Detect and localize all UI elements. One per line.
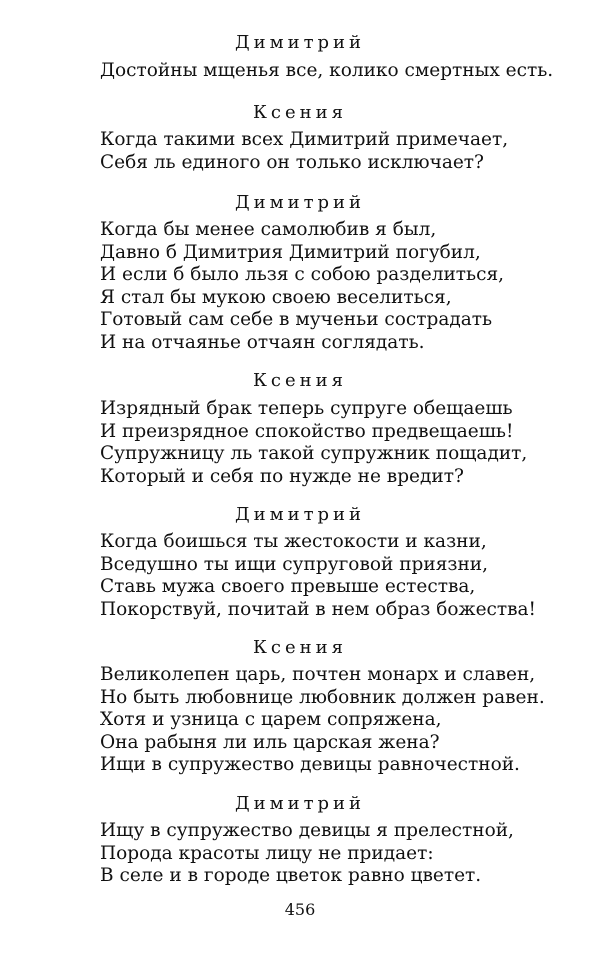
verse-line: Достойны мщенья все, колико смертных есть.: [100, 60, 554, 81]
verse-line: Супружницу ль такой супружник пощадит,: [100, 443, 528, 465]
speaker-heading: Димитрий: [234, 793, 366, 814]
verse-line: Великолепен царь, почтен монарх и славен,: [100, 664, 536, 685]
speaker-heading: Ксения: [252, 102, 347, 123]
verse-line: И на отчаянье отчаян соглядать.: [100, 331, 425, 353]
verse-line: И преизрядное спокойство предвещаешь!: [100, 420, 514, 442]
verse-line: Готовый сам себе в мученьи сострадать: [100, 309, 493, 331]
verse-line: Изрядный брак теперь супруге обещаешь: [100, 398, 513, 419]
verse-line: Когда такими всех Димитрий примечает,: [100, 129, 509, 150]
verse-line: Хотя и узница с царем сопряжена,: [100, 709, 442, 731]
verse-line: Ищу в супружество девицы я прелестной,: [100, 820, 514, 841]
verse-block: [100, 219, 570, 355]
page-number: 456: [284, 900, 316, 919]
speaker-heading: Ксения: [252, 637, 347, 658]
verse-block: [100, 531, 570, 621]
verse-line: Порода красоты лицу не придает:: [100, 842, 434, 864]
verse-line: Который и себя по нужде не вредит?: [100, 465, 464, 487]
verse-block: [100, 398, 570, 488]
verse-line: В селе и в городе цветок равно цветет.: [100, 865, 482, 887]
speaker-heading: Димитрий: [234, 32, 366, 53]
verse-block: [100, 820, 570, 888]
verse-block: [100, 129, 570, 174]
verse-block: [100, 664, 570, 777]
verse-line: Покорствуй, почитай в нем образ божества!: [100, 598, 536, 620]
verse-line: Когда бы менее самолюбив я был,: [100, 219, 437, 240]
speaker-heading: Ксения: [252, 370, 347, 391]
verse-block: [100, 60, 570, 83]
verse-line: Давно б Димитрия Димитрий погубил,: [100, 241, 481, 263]
verse-line: Ставь мужа своего превыше естества,: [100, 576, 476, 598]
verse-line: Вседушно ты ищи супруговой приязни,: [100, 553, 489, 575]
verse-line: Когда боишься ты жестокости и казни,: [100, 531, 487, 552]
verse-line: Ищи в супружество девицы равночестной.: [100, 754, 520, 776]
verse-line: И если б было льзя с собою разделиться,: [100, 264, 505, 286]
speaker-heading: Димитрий: [234, 504, 366, 525]
verse-line: Я стал бы мукою своею веселиться,: [100, 286, 452, 308]
speaker-heading: Димитрий: [234, 192, 366, 213]
verse-line: Она рабыня ли иль царская жена?: [100, 731, 440, 753]
verse-line: Но быть любовнице любовник должен равен.: [100, 686, 545, 708]
verse-line: Себя ль единого он только исключает?: [100, 151, 484, 173]
